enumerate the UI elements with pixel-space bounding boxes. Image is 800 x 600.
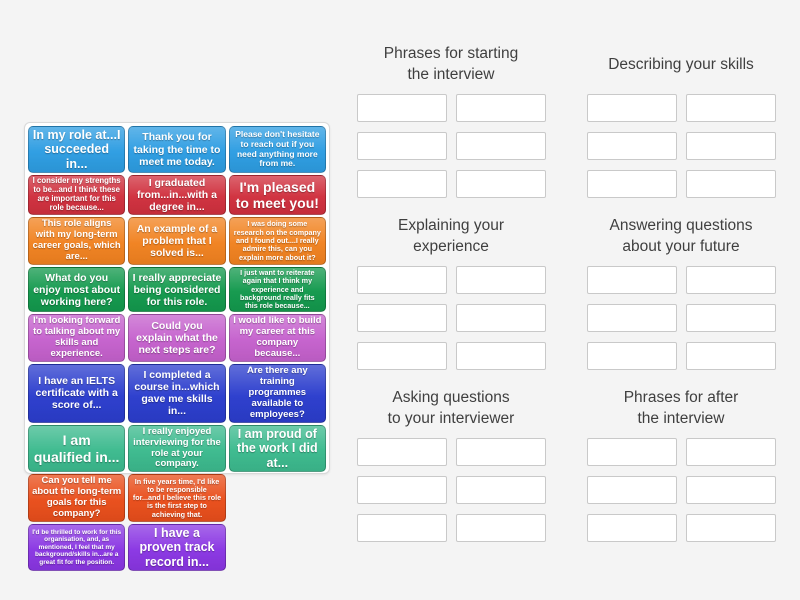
tile-pool-row [28, 364, 326, 423]
phrase-tile[interactable]: I completed a course in...which gave me skills in... [128, 364, 225, 423]
drop-slot[interactable] [686, 266, 776, 294]
drop-slot[interactable] [456, 94, 546, 122]
drop-slot[interactable] [686, 438, 776, 466]
group-title [344, 212, 558, 260]
category-group [574, 212, 788, 370]
group-title [574, 40, 788, 88]
phrase-tile[interactable]: I'm looking forward to talking about my skills and experience. [28, 314, 125, 362]
drop-slot[interactable] [357, 266, 447, 294]
group-title-line: Phrases for starting [383, 45, 519, 62]
phrase-tile[interactable]: I just want to reiterate again that I think my experience and background really fits this role because... [229, 267, 326, 312]
group-title [344, 40, 558, 88]
drop-slot[interactable] [686, 170, 776, 198]
drop-slot[interactable] [587, 514, 677, 542]
phrase-tile[interactable]: I'm pleased to meet you! [229, 175, 326, 215]
drop-slot[interactable] [456, 132, 546, 160]
phrase-tile[interactable]: I have a proven track record in... [128, 524, 225, 571]
drop-slot[interactable] [686, 342, 776, 370]
drop-slot[interactable] [357, 476, 447, 504]
tile-pool-row [28, 474, 326, 522]
tile-pool-row [28, 524, 326, 571]
drop-slot[interactable] [587, 94, 677, 122]
group-title-line: the interview [407, 66, 495, 83]
tile-pool-row [28, 175, 326, 215]
drop-slot[interactable] [456, 266, 546, 294]
group-title-line: Describing your skills [608, 55, 754, 73]
phrase-tile[interactable]: In five years time, I'd like to be responsible for...and I believe this role is the first step to achieving that. [128, 474, 225, 522]
slot-grid [344, 266, 558, 370]
phrase-tile[interactable]: Could you explain what the next steps are? [128, 314, 225, 362]
group-title-line: to your interviewer [387, 410, 515, 427]
phrase-tile[interactable]: What do you enjoy most about working here? [28, 267, 125, 312]
category-group [574, 40, 788, 198]
drop-slot[interactable] [357, 342, 447, 370]
category-groups [344, 40, 788, 542]
phrase-tile[interactable]: I'd be thrilled to work for this organisation, and, as mentioned, I feel that my background/skills in...are a great fit for the position. [28, 524, 125, 571]
drop-slot[interactable] [357, 170, 447, 198]
phrase-tile[interactable]: I really appreciate being considered for this role. [128, 267, 225, 312]
group-title [574, 212, 788, 260]
drop-slot[interactable] [587, 304, 677, 332]
phrase-tile[interactable]: Can you tell me about the long-term goals for this company? [28, 474, 125, 522]
tile-pool-row [28, 126, 326, 173]
group-title-line: Answering questions [609, 217, 753, 234]
drop-slot[interactable] [456, 170, 546, 198]
slot-grid [574, 438, 788, 542]
drop-slot[interactable] [686, 476, 776, 504]
category-group [344, 384, 558, 542]
category-group [344, 212, 558, 370]
group-title-line: Phrases for after [623, 389, 739, 406]
drop-slot[interactable] [456, 476, 546, 504]
drop-slot[interactable] [456, 342, 546, 370]
phrase-tile[interactable]: Please don't hesitate to reach out if you need anything more from me. [229, 126, 326, 173]
drop-slot[interactable] [456, 304, 546, 332]
drop-slot[interactable] [357, 304, 447, 332]
category-group [574, 384, 788, 542]
drop-slot[interactable] [587, 476, 677, 504]
group-title-line: about your future [622, 238, 740, 255]
drop-slot[interactable] [357, 514, 447, 542]
group-title [344, 384, 558, 432]
phrase-tile[interactable]: An example of a problem that I solved is... [128, 217, 225, 265]
drop-slot[interactable] [686, 514, 776, 542]
phrase-tile[interactable]: In my role at...I succeeded in... [28, 126, 125, 173]
phrase-tile[interactable]: This role aligns with my long-term career goals, which are... [28, 217, 125, 265]
phrase-tile[interactable]: Thank you for taking the time to meet me today. [128, 126, 225, 173]
phrase-tile[interactable]: I was doing some research on the company and I found out....I really admire this, can you explain more about it? [229, 217, 326, 265]
group-title-line: the interview [637, 410, 725, 427]
slot-grid [574, 94, 788, 198]
tile-pool [24, 122, 330, 569]
slot-grid [574, 266, 788, 370]
drop-slot[interactable] [456, 438, 546, 466]
phrase-tile[interactable]: I am proud of the work I did at... [229, 425, 326, 473]
drop-slot[interactable] [686, 304, 776, 332]
phrase-tile[interactable]: Are there any training programmes available to employees? [229, 364, 326, 423]
drop-slot[interactable] [587, 266, 677, 294]
drop-slot[interactable] [587, 170, 677, 198]
tile-pool-row [28, 314, 326, 362]
group-title-line: Asking questions [392, 389, 510, 406]
tile-pool-row [28, 217, 326, 265]
slot-grid [344, 438, 558, 542]
tile-pool-row [28, 425, 326, 473]
category-group [344, 40, 558, 198]
drop-slot[interactable] [587, 132, 677, 160]
drop-slot[interactable] [456, 514, 546, 542]
drop-slot[interactable] [587, 438, 677, 466]
phrase-tile[interactable]: I have an IELTS certificate with a score of... [28, 364, 125, 423]
phrase-tile[interactable]: I would like to build my career at this company because... [229, 314, 326, 362]
phrase-tile[interactable]: I really enjoyed interviewing for the role at your company. [128, 425, 225, 473]
drop-slot[interactable] [686, 132, 776, 160]
phrase-tile[interactable]: I consider my strengths to be...and I think these are important for this role because... [28, 175, 125, 215]
slot-grid [344, 94, 558, 198]
phrase-tile[interactable]: I graduated from...in...with a degree in... [128, 175, 225, 215]
phrase-tile[interactable]: I am qualified in... [28, 425, 125, 473]
drop-slot[interactable] [357, 132, 447, 160]
drop-slot[interactable] [587, 342, 677, 370]
group-title-line: experience [413, 238, 489, 255]
drop-slot[interactable] [686, 94, 776, 122]
group-title [574, 384, 788, 432]
drop-slot[interactable] [357, 438, 447, 466]
tile-pool-row [28, 267, 326, 312]
group-title-line: Explaining your [398, 217, 504, 234]
drop-slot[interactable] [357, 94, 447, 122]
